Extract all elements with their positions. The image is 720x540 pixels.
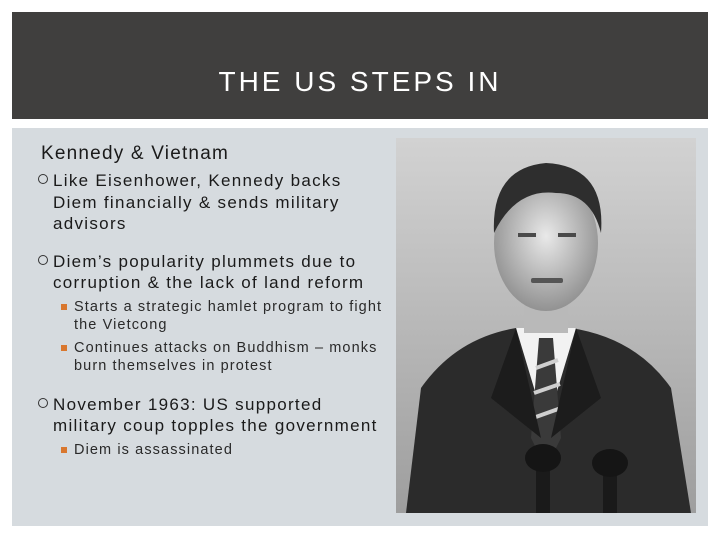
bullet-list — [38, 170, 383, 477]
square-bullet-icon — [61, 345, 67, 351]
bullet-text: Diem’s popularity plummets due to corruption & the lack of land reform — [53, 251, 365, 292]
portrait-illustration — [396, 138, 696, 513]
circle-bullet-icon — [38, 255, 48, 265]
sub-bullet-item — [38, 298, 383, 335]
portrait-photo — [396, 138, 696, 513]
sub-bullet-text: Starts a strategic hamlet program to fight the Vietcong — [74, 298, 383, 333]
title-bar — [12, 12, 708, 119]
sub-bullet-list — [38, 441, 383, 460]
bullet-item — [38, 251, 383, 294]
slide-subtitle: Kennedy & Vietnam — [41, 143, 229, 164]
sub-bullet-list — [38, 298, 383, 376]
bullet-text: Like Eisenhower, Kennedy backs Diem financially & sends military advisors — [53, 171, 342, 233]
circle-bullet-icon — [38, 398, 48, 408]
square-bullet-icon — [61, 304, 67, 310]
bullet-item — [38, 394, 383, 437]
sub-bullet-item — [38, 339, 383, 376]
slide-title: THE US STEPS IN — [218, 66, 502, 97]
sub-bullet-item — [38, 441, 383, 460]
sub-bullet-text: Continues attacks on Buddhism – monks burn themselves in protest — [74, 339, 378, 374]
square-bullet-icon — [61, 447, 67, 453]
circle-bullet-icon — [38, 174, 48, 184]
bullet-text: November 1963: US supported military coup topples the government — [53, 394, 378, 435]
sub-bullet-text: Diem is assassinated — [74, 441, 233, 458]
bullet-item — [38, 170, 383, 235]
